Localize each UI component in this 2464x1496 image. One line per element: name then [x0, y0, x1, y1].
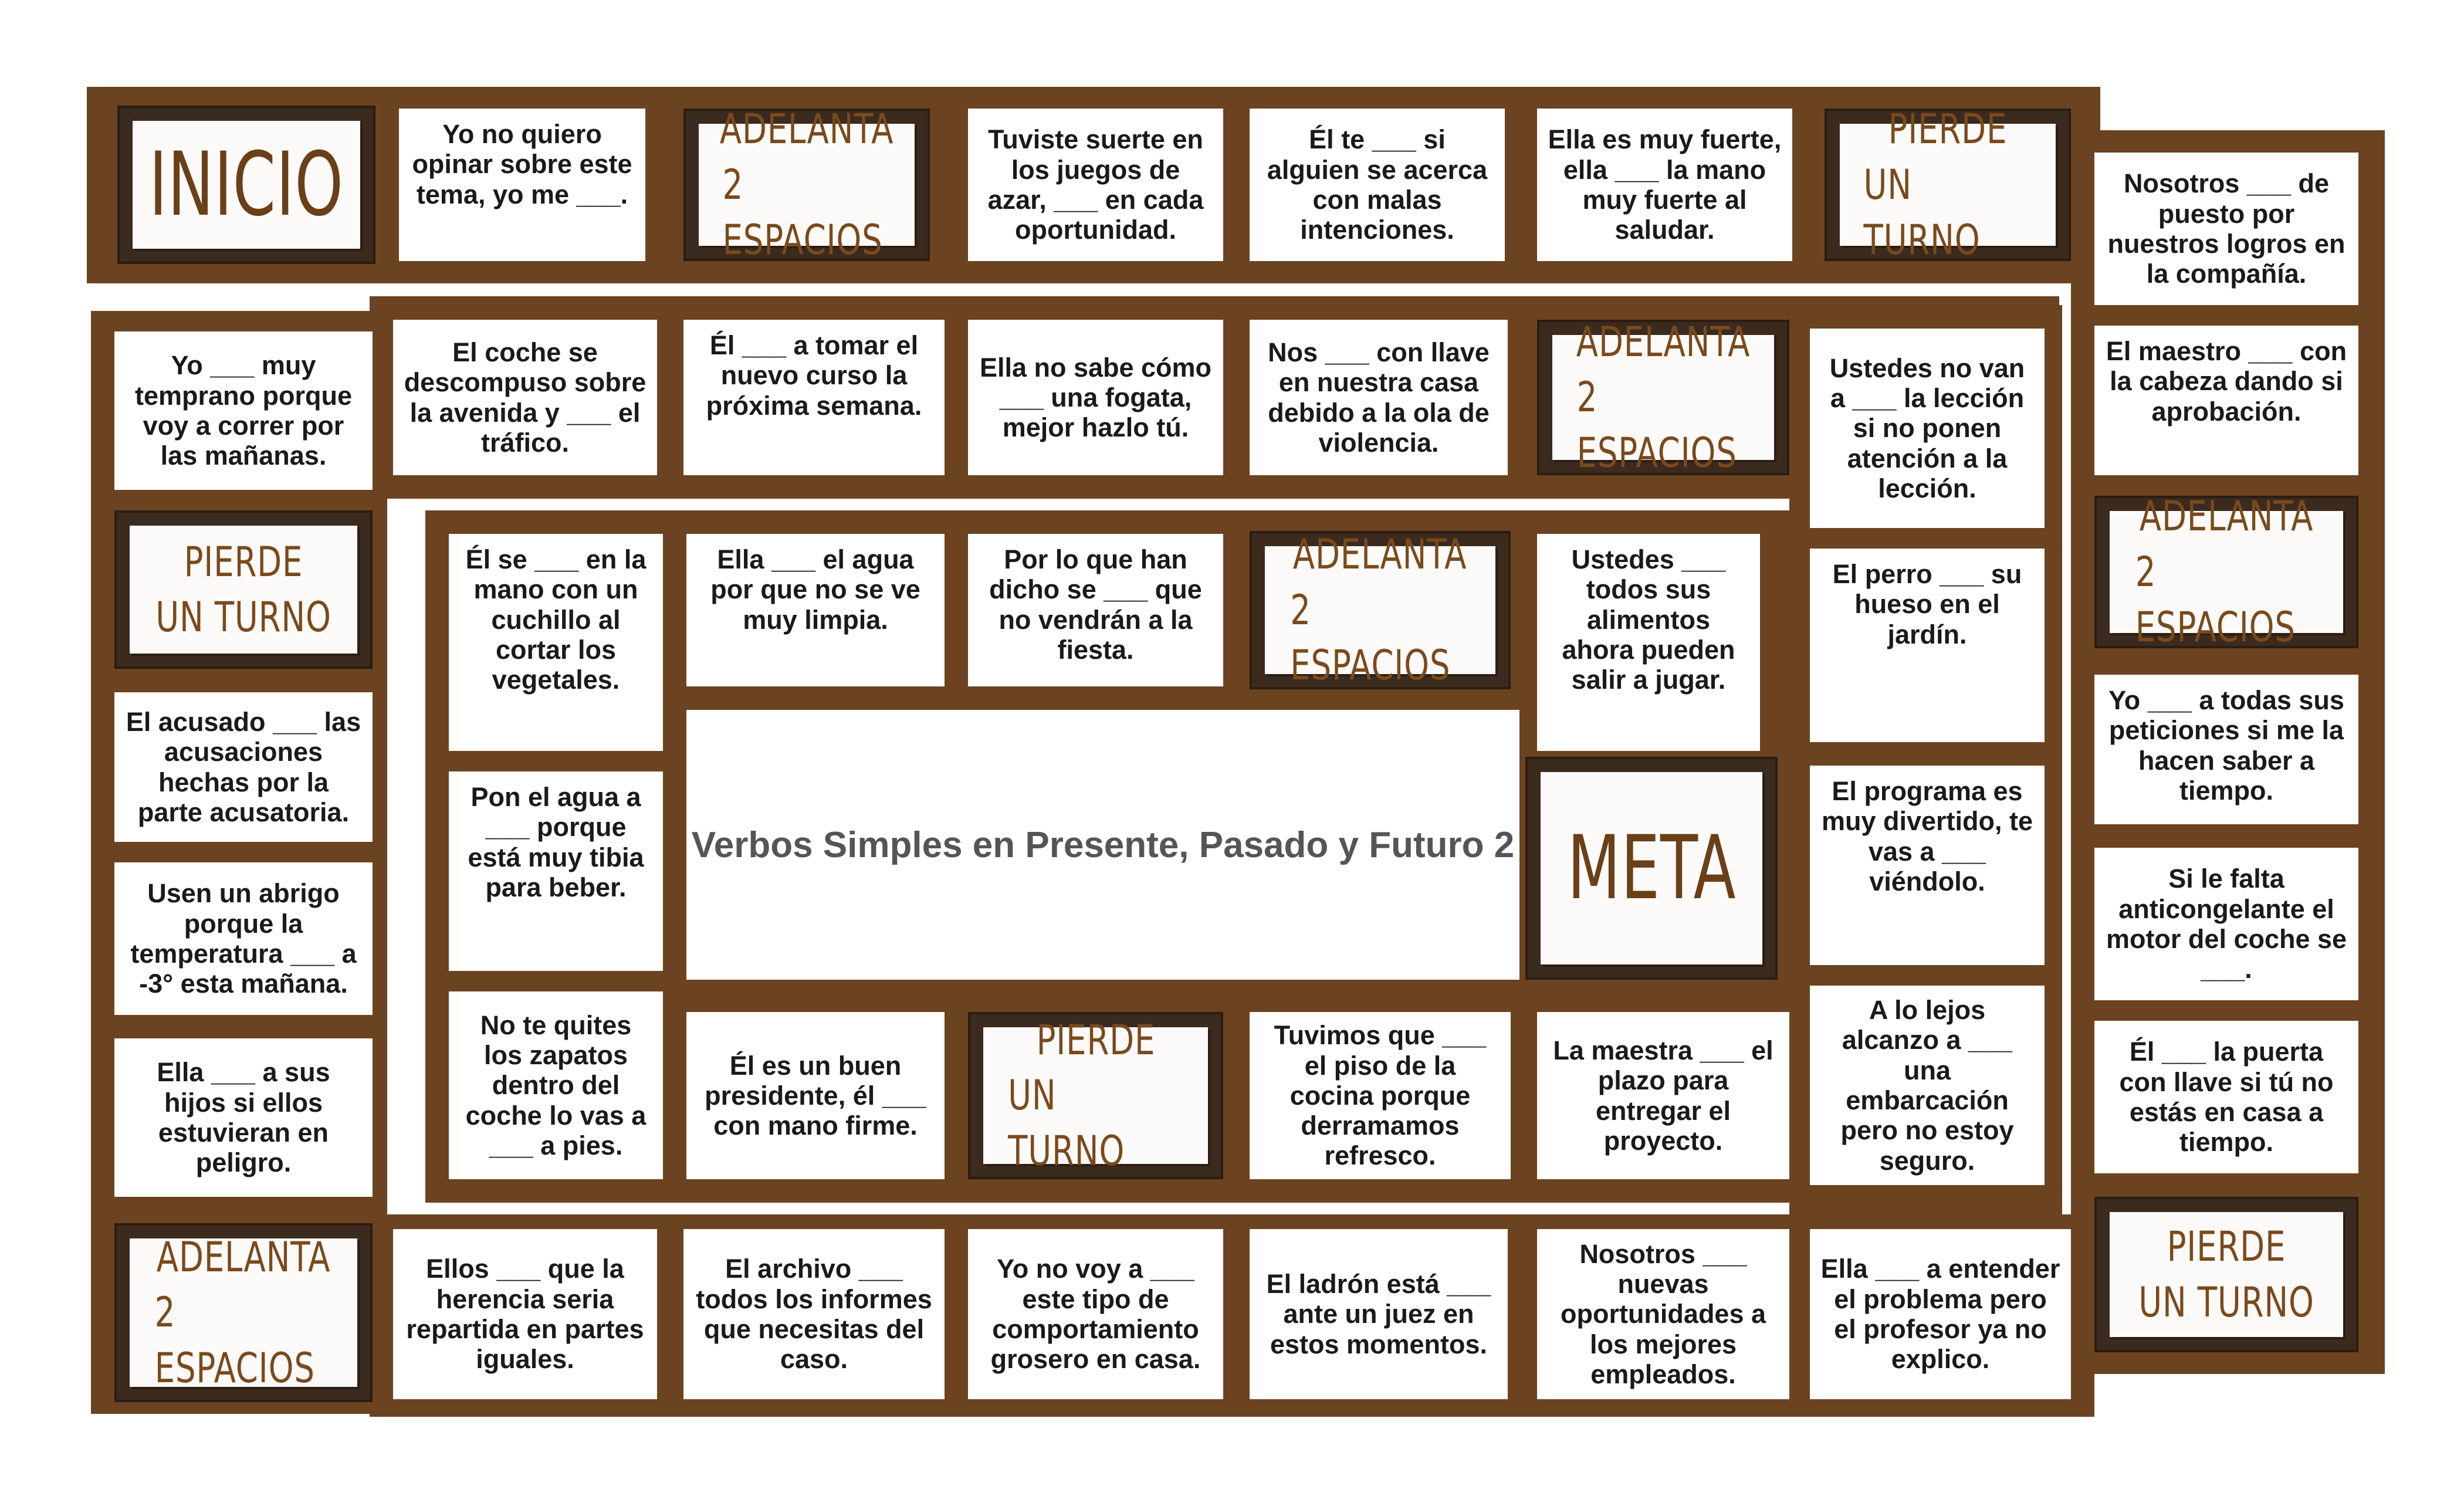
lose-turn-square-3 — [114, 510, 373, 669]
board-square-9: Él ___ la puerta con llave si tú no estás en casa a tiempo. — [2094, 1021, 2358, 1173]
goal-label: META — [1567, 817, 1736, 919]
advance-label-2: 2 ESPACIOS — [1576, 373, 1737, 477]
board-square-29: Tuvimos que ___ el piso de la cocina porque derramamos refresco. — [1250, 1012, 1511, 1179]
start-square — [117, 106, 375, 264]
lose-turn-square-2 — [2094, 1197, 2358, 1352]
board-square-11: Nosotros ___ nuevas oportunidades a los mejores empleados. — [1537, 1229, 1789, 1399]
advance-label-2: 2 ESPACIOS — [1290, 585, 1451, 690]
advance-square-3 — [114, 1223, 373, 1402]
start-label: INICIO — [149, 133, 344, 236]
lose-turn-label: PIERDE — [184, 537, 303, 586]
advance-square-1 — [683, 105, 930, 265]
advance-label: ADELANTA — [719, 105, 894, 154]
lose-turn-square-4 — [968, 1012, 1223, 1179]
lose-turn-label: PIERDE — [1888, 105, 2008, 154]
board-square-19: Yo ___ muy temprano porque voy a correr por las mañanas. — [114, 331, 373, 490]
advance-label: ADELANTA — [1293, 530, 1467, 579]
board-title: Verbos Simples en Presente, Pasado y Futuro 2 — [686, 710, 1519, 980]
board-square-22: Ella no sabe cómo ___ una fogata, mejor hazlo tú. — [968, 320, 1223, 475]
advance-label: ADELANTA — [1576, 317, 1751, 366]
board-square-35: Por lo que han dicho se ___ que no vendrán a la fiesta. — [968, 534, 1223, 686]
board-square-3: Él te ___ si alguien se acerca con malas intenciones. — [1250, 109, 1505, 261]
board-square-4: Ella es muy fuerte, ella ___ la mano muy fuerte al saludar. — [1537, 109, 1792, 261]
lose-turn-label: PIERDE — [1036, 1016, 1155, 1064]
board-square-27: A lo lejos alcanzo a ___ una embarcación pero no estoy seguro. — [1810, 986, 2045, 1185]
board-square-5: Nosotros ___ de puesto por nuestros logros en la compañía. — [2094, 153, 2358, 305]
board-square-32: Pon el agua a ___ porque está muy tibia para beber. — [449, 771, 663, 971]
board-square-30: Él es un buen presidente, él ___ con mano firme. — [686, 1012, 945, 1179]
board-square-13: Yo no voy a ___ este tipo de comportamiento grosero en casa. — [968, 1229, 1223, 1399]
advance-square-4 — [1537, 317, 1789, 477]
board-square-31: No te quites los zapatos dentro del coche lo vas a ___ a pies. — [449, 991, 663, 1179]
advance-label-2: 2 ESPACIOS — [154, 1288, 315, 1392]
goal-square — [1525, 757, 1778, 980]
board-square-28: La maestra ___ el plazo para entregar el proyecto. — [1537, 1012, 1789, 1179]
board-square-17: Usen un abrigo porque la temperatura ___ a -3° esta mañana. — [114, 862, 373, 1015]
lose-turn-label: PIERDE — [2167, 1223, 2286, 1271]
board-square-15: Ellos ___ que la herencia seria repartida en partes iguales. — [393, 1229, 657, 1399]
lose-turn-label-2: UN TURNO — [1008, 1071, 1125, 1175]
board-square-1: Yo no quiero opinar sobre este tema, yo me ___. — [399, 109, 645, 261]
board-square-14: El archivo ___ todos los informes que necesitas del caso. — [683, 1229, 945, 1399]
lose-turn-label-2: UN TURNO — [2138, 1278, 2314, 1326]
advance-label-2: 2 ESPACIOS — [722, 160, 883, 265]
board-square-36: Ustedes ___ todos sus alimentos ahora pueden salir a jugar. — [1537, 534, 1760, 751]
board-square-23: Nos ___ con llave en nuestra casa debido a la ola de violencia. — [1250, 320, 1508, 475]
board-square-26: El programa es muy divertido, te vas a ___ viéndolo. — [1810, 766, 2045, 965]
advance-label-2: 2 ESPACIOS — [2135, 547, 2296, 652]
board-square-7: Yo ___ a todas sus peticiones si me la hacen saber a tiempo. — [2094, 675, 2358, 824]
board-square-33: Él se ___ en la mano con un cuchillo al cortar los vegetales. — [449, 534, 663, 751]
advance-label: ADELANTA — [2139, 492, 2314, 541]
board-square-18: El acusado ___ las acusaciones hechas por la parte acusatoria. — [114, 692, 373, 842]
advance-square-2 — [2094, 492, 2358, 652]
lose-turn-label-2: UN TURNO — [155, 593, 331, 641]
board-square-20: El coche se descompuso sobre la avenida y ___ el tráfico. — [393, 320, 657, 475]
board-square-34: Ella ___ el agua por que no se ve muy limpia. — [686, 534, 945, 686]
board-square-8: Si le falta anticongelante el motor del coche se ___. — [2094, 848, 2358, 1000]
lose-turn-label-2: UN TURNO — [1863, 160, 1981, 265]
board-square-24: Ustedes no van a ___ la lección si no ponen atención a la lección. — [1810, 329, 2045, 528]
board-square-2: Tuviste suerte en los juegos de azar, ___ en cada oportunidad. — [968, 109, 1223, 261]
board-square-10: Ella ___ a entender el problema pero el profesor ya no explico. — [1810, 1229, 2071, 1399]
board-square-16: Ella ___ a sus hijos si ellos estuvieran en peligro. — [114, 1038, 373, 1197]
advance-label: ADELANTA — [156, 1233, 331, 1281]
advance-square-5 — [1250, 531, 1511, 689]
board-square-25: El perro ___ su hueso en el jardín. — [1810, 549, 2045, 742]
lose-turn-square-1 — [1825, 105, 2071, 265]
board-square-21: Él ___ a tomar el nuevo curso la próxima semana. — [683, 320, 945, 475]
board-square-6: El maestro ___ con la cabeza dando si aprobación. — [2094, 326, 2358, 475]
board-square-12: El ladrón está ___ ante un juez en estos momentos. — [1250, 1229, 1508, 1399]
